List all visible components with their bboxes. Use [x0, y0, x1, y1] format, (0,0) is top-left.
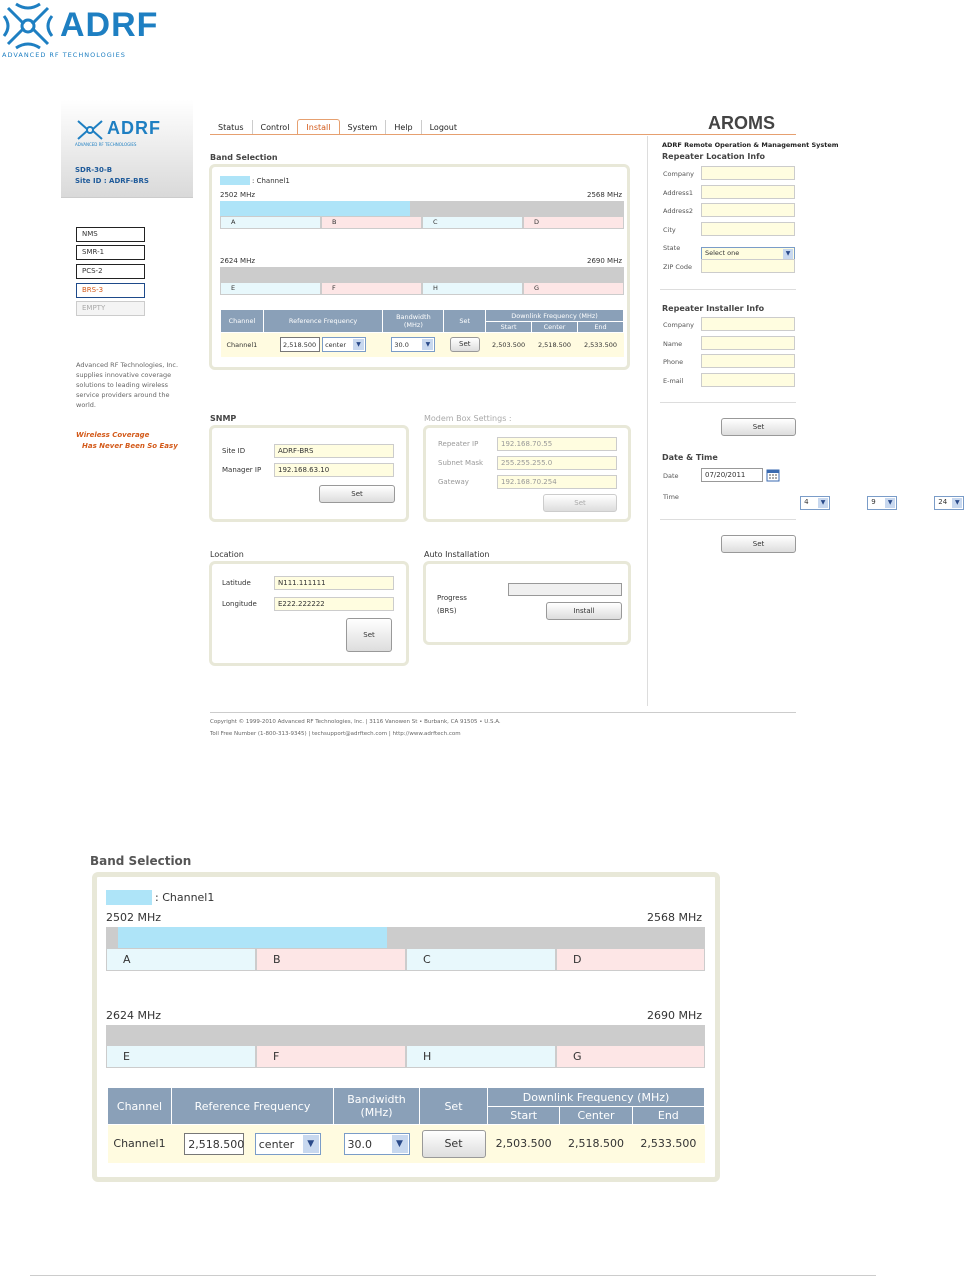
th-set: Set [444, 310, 486, 333]
zoom-band-selection-box [92, 872, 720, 1182]
zoom-row-channel: Channel1 [108, 1125, 172, 1163]
zoom-set-cell [420, 1125, 488, 1163]
footer-contact: Toll Free Number (1-800-313-9345) | techsupport@adrftech.com | http://www.adrftech.com [210, 731, 461, 737]
progress-label: Progress [437, 594, 467, 602]
set-cell [444, 333, 486, 357]
row-center: 2,518.500 [532, 333, 578, 357]
zoom-ref-freq-cell [172, 1125, 334, 1163]
zoom-band-cell-b[interactable]: B [256, 948, 406, 971]
zoom-position-value: center [258, 1137, 295, 1151]
latitude-input[interactable]: N111.111111 [274, 576, 394, 590]
auto-install-title: Auto Installation [424, 550, 490, 559]
row-end: 2,533.500 [578, 333, 624, 357]
device-header [61, 100, 193, 198]
zoom-th-bandwidth-unit: (MHz) [360, 1106, 393, 1119]
th-bandwidth-label: Bandwidth [396, 313, 431, 321]
modem-gateway-label: Gateway [438, 478, 469, 486]
position-select[interactable] [322, 337, 366, 352]
loc-address1-input[interactable] [701, 185, 795, 199]
hour-value: 4 [804, 498, 809, 506]
zoom-upper-start: 2502 MHz [106, 911, 162, 924]
zoom-th-end: End [632, 1107, 704, 1125]
company-logo [0, 0, 170, 60]
th-start: Start [486, 322, 532, 333]
main-nav [210, 119, 465, 135]
panel-tagline: ADVANCED RF TECHNOLOGIES [75, 142, 137, 147]
chevron-down-icon: ▼ [353, 339, 364, 350]
datetime-set-button[interactable]: Set [721, 535, 796, 553]
legend-label: : Channel1 [252, 177, 290, 185]
inst-email-label: E-mail [663, 377, 684, 385]
modem-subnet-input: 255.255.255.0 [497, 456, 617, 470]
tab-help[interactable]: Help [385, 120, 420, 135]
th-bandwidth-unit: (MHz) [403, 321, 423, 329]
zoom-th-start: Start [488, 1107, 560, 1125]
slogan-line1: Wireless Coverage [76, 431, 150, 439]
calendar-icon[interactable] [766, 468, 780, 482]
channel-table [220, 309, 624, 357]
company-description: Advanced RF Technologies, Inc. supplies innovative coverage solutions to leading wireless service providers around the world. [76, 361, 179, 409]
band-cell-b[interactable]: B [321, 216, 422, 229]
upper-band-bar [220, 201, 624, 216]
chevron-down-icon: ▼ [303, 1135, 319, 1153]
state-value: Select one [705, 249, 740, 257]
zoom-th-set: Set [420, 1088, 488, 1125]
minute-select[interactable] [867, 496, 897, 510]
loc-zip-label: ZIP Code [663, 263, 692, 271]
th-bandwidth [383, 310, 444, 333]
bandwidth-cell [383, 333, 444, 357]
zoom-th-ref-freq: Reference Frequency [172, 1088, 334, 1125]
band-cell-f[interactable]: F [321, 282, 422, 295]
date-input[interactable]: 07/20/2011 [701, 468, 763, 482]
inst-name-input[interactable] [701, 336, 795, 350]
tab-logout[interactable]: Logout [421, 120, 465, 135]
location-set-button[interactable]: Set [346, 618, 392, 652]
upper-start-freq: 2502 MHz [220, 191, 256, 199]
ref-freq-input[interactable]: 2,518.500 [280, 337, 320, 352]
zoom-legend-swatch [106, 890, 152, 905]
modem-gateway-input: 192.168.70.254 [497, 475, 617, 489]
loc-address2-label: Address2 [663, 207, 694, 215]
installer-set-button[interactable]: Set [721, 418, 796, 436]
tab-system[interactable]: System [347, 123, 378, 132]
zoom-bandwidth-value: 30.0 [347, 1137, 372, 1151]
band-cell-g[interactable]: G [523, 282, 624, 295]
snmp-site-id-input[interactable]: ADRF-BRS [274, 444, 394, 458]
zoom-band-cell-f[interactable]: F [256, 1045, 406, 1068]
zoom-upper-band-active [118, 927, 387, 948]
divider [660, 519, 796, 520]
ref-freq-cell [263, 333, 383, 357]
location-title: Location [210, 550, 244, 559]
band-cell-d[interactable]: D [523, 216, 624, 229]
zoom-bandwidth-select[interactable] [344, 1133, 410, 1155]
row-start: 2,503.500 [486, 333, 532, 357]
zoom-band-cell-a[interactable]: A [106, 948, 256, 971]
loc-address1-label: Address1 [663, 189, 694, 197]
snmp-title: SNMP [210, 414, 237, 423]
side-button-nms[interactable]: NMS [76, 227, 145, 242]
zoom-upper-band-bar [106, 927, 705, 948]
tab-status[interactable]: Status [218, 123, 244, 132]
zoom-channel-table [107, 1087, 705, 1163]
chevron-down-icon: ▼ [392, 1135, 408, 1153]
zoom-th-bandwidth-label: Bandwidth [347, 1093, 406, 1106]
loc-city-label: City [663, 226, 676, 234]
upper-band-active [220, 201, 410, 216]
zoom-band-cell-h[interactable]: H [406, 1045, 556, 1068]
inst-company-input[interactable] [701, 317, 795, 331]
device-model: SDR-30-B [75, 166, 113, 174]
adrf-logo-icon [2, 2, 54, 50]
snmp-box [209, 425, 409, 522]
chevron-down-icon: ▼ [422, 339, 433, 350]
lower-end-freq: 2690 MHz [587, 257, 623, 265]
slogan-line2: Has Never Been So Easy [82, 442, 178, 450]
zoom-band-selection-title: Band Selection [90, 854, 192, 868]
modem-subnet-label: Subnet Mask [438, 459, 484, 467]
channel-set-button[interactable]: Set [450, 337, 480, 352]
right-column-divider [647, 136, 648, 706]
auto-install-box [423, 561, 631, 645]
brand-tagline: ADVANCED RF TECHNOLOGIES [2, 51, 126, 59]
page-bottom-divider [30, 1275, 876, 1276]
bandwidth-select[interactable] [391, 337, 435, 352]
side-button-empty[interactable]: EMPTY [76, 301, 145, 316]
date-label: Date [663, 472, 679, 480]
legend-swatch [220, 176, 250, 185]
chevron-down-icon: ▼ [952, 498, 962, 508]
footer-divider [210, 712, 796, 713]
zoom-legend-label: : Channel1 [155, 891, 215, 904]
snmp-manager-ip-input[interactable]: 192.168.63.10 [274, 463, 394, 477]
zoom-band-cell-g[interactable]: G [556, 1045, 705, 1068]
band-selection-title: Band Selection [210, 153, 278, 162]
zoom-th-downlink: Downlink Frequency (MHz) [488, 1088, 705, 1107]
upper-end-freq: 2568 MHz [587, 191, 623, 199]
zoom-bandwidth-cell [334, 1125, 420, 1163]
chevron-down-icon: ▼ [818, 498, 828, 508]
second-value: 24 [938, 498, 948, 506]
zoom-th-bandwidth [334, 1088, 420, 1125]
zoom-band-cell-c[interactable]: C [406, 948, 556, 971]
modem-set-button: Set [543, 494, 617, 512]
chevron-down-icon: ▼ [783, 249, 793, 259]
band-selection-box [209, 164, 630, 370]
th-downlink: Downlink Frequency (MHz) [486, 310, 624, 322]
location-box [209, 561, 409, 666]
loc-state-label: State [663, 244, 681, 252]
zoom-band-cell-d[interactable]: D [556, 948, 705, 971]
zoom-row-end: 2,533.500 [632, 1125, 704, 1163]
inst-email-input[interactable] [701, 373, 795, 387]
zoom-th-center: Center [560, 1107, 632, 1125]
th-channel: Channel [221, 310, 264, 333]
bandwidth-value: 30.0 [394, 341, 409, 350]
install-progress-bar [508, 583, 622, 596]
modem-title: Modem Box Settings : [424, 414, 512, 423]
date-time-title: Date & Time [662, 453, 718, 462]
tab-install[interactable]: Install [297, 119, 339, 135]
tab-control[interactable]: Control [252, 120, 298, 135]
zoom-row-center: 2,518.500 [560, 1125, 632, 1163]
divider [660, 289, 796, 290]
side-button-brs[interactable]: BRS-3 [76, 283, 145, 298]
footer-copyright: Copyright © 1999-2010 Advanced RF Technologies, Inc. | 3116 Vanowen St • Burbank, CA 91505 • U.S.A. [210, 719, 501, 725]
zoom-ref-freq-input[interactable]: 2,518.500 [184, 1133, 244, 1155]
modem-box [423, 425, 631, 522]
adrf-logo-icon [75, 118, 105, 142]
nav-divider [210, 134, 796, 135]
inst-name-label: Name [663, 340, 683, 348]
brand-name: ADRF [60, 6, 159, 44]
snmp-site-id-label: Site ID [222, 447, 246, 455]
zoom-upper-end: 2568 MHz [647, 911, 703, 924]
lower-band-bar [220, 267, 624, 282]
progress-band: (BRS) [437, 607, 457, 615]
zoom-position-select[interactable] [255, 1133, 321, 1155]
repeater-location-title: Repeater Location Info [662, 152, 766, 161]
modem-repeater-ip-label: Repeater IP [438, 440, 479, 448]
latitude-label: Latitude [222, 579, 251, 587]
second-select[interactable] [934, 496, 964, 510]
snmp-set-button[interactable]: Set [319, 485, 395, 503]
position-value: center [325, 341, 347, 350]
th-end: End [578, 322, 624, 333]
loc-zip-input[interactable] [701, 259, 795, 273]
installer-info-title: Repeater Installer Info [662, 304, 765, 313]
inst-phone-input[interactable] [701, 354, 795, 368]
app-name: AROMS [708, 113, 775, 133]
hour-select[interactable] [800, 496, 830, 510]
th-center: Center [532, 322, 578, 333]
inst-phone-label: Phone [663, 358, 684, 366]
snmp-manager-ip-label: Manager IP [222, 466, 262, 474]
zoom-lower-start: 2624 MHz [106, 1009, 162, 1022]
app-subtitle: ADRF Remote Operation & Management System [662, 141, 839, 149]
zoom-lower-end: 2690 MHz [647, 1009, 703, 1022]
modem-repeater-ip-input: 192.168.70.55 [497, 437, 617, 451]
band-cell-e[interactable]: E [220, 282, 321, 295]
device-site-id: Site ID : ADRF-BRS [75, 177, 149, 185]
chevron-down-icon: ▼ [885, 498, 895, 508]
zoom-band-cell-e[interactable]: E [106, 1045, 256, 1068]
band-cell-h[interactable]: H [422, 282, 523, 295]
minute-value: 9 [871, 498, 876, 506]
loc-company-input[interactable] [701, 166, 795, 180]
time-label: Time [663, 493, 679, 501]
band-cell-c[interactable]: C [422, 216, 523, 229]
panel-brand: ADRF [107, 118, 161, 138]
loc-company-label: Company [663, 170, 694, 178]
zoom-channel-set-button[interactable]: Set [422, 1130, 486, 1158]
lower-start-freq: 2624 MHz [220, 257, 256, 265]
band-cell-a[interactable]: A [220, 216, 321, 229]
install-button[interactable]: Install [546, 602, 622, 620]
divider [660, 402, 796, 403]
th-ref-freq: Reference Frequency [263, 310, 383, 333]
loc-city-input[interactable] [701, 222, 795, 236]
row-channel: Channel1 [221, 333, 264, 357]
side-button-smr[interactable]: SMR-1 [76, 245, 145, 260]
longitude-label: Longitude [222, 600, 257, 608]
zoom-th-channel: Channel [108, 1088, 172, 1125]
zoom-lower-band-bar [106, 1025, 705, 1045]
zoom-row-start: 2,503.500 [488, 1125, 560, 1163]
side-button-pcs[interactable]: PCS-2 [76, 264, 145, 279]
loc-address2-input[interactable] [701, 203, 795, 217]
inst-company-label: Company [663, 321, 694, 329]
longitude-input[interactable]: E222.222222 [274, 597, 394, 611]
